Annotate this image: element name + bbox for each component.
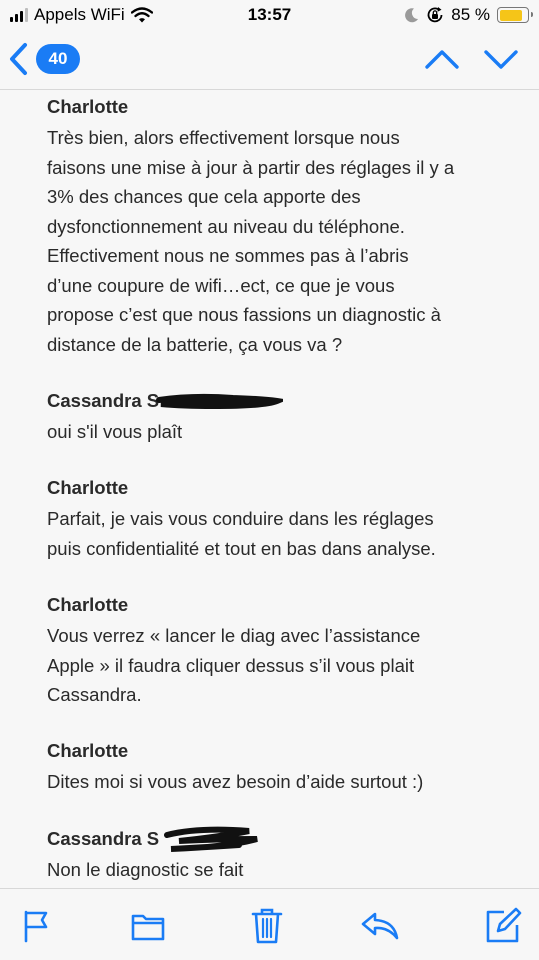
flag-icon[interactable] — [22, 909, 52, 943]
message-item — [47, 594, 517, 710]
compose-icon[interactable] — [484, 907, 522, 945]
orientation-lock-icon — [426, 6, 444, 24]
status-right — [405, 5, 529, 25]
folder-icon[interactable] — [130, 909, 166, 943]
message-text: Parfait, je vais vous conduire dans les réglages puis confidentialité et tout en bas dans analyse. — [47, 508, 436, 559]
message-sender: Charlotte — [47, 96, 129, 117]
redaction-scribble — [159, 825, 269, 855]
battery-percent: 85 % — [451, 5, 490, 24]
message-item — [47, 477, 517, 563]
message-sender — [47, 390, 159, 412]
carrier-label: Appels WiFi — [34, 5, 125, 24]
status-time: 13:57 — [247, 5, 292, 24]
message-sender: Charlotte — [47, 477, 129, 498]
nav-bar — [0, 32, 539, 90]
chevron-down-icon[interactable] — [483, 44, 519, 74]
message-sender — [47, 828, 159, 850]
reply-icon[interactable] — [360, 911, 400, 941]
trash-icon[interactable] — [250, 907, 284, 945]
message-text: Vous verrez « lancer le diag avec l’assistance Apple » il faudra cliquer dessus s’il vous plait Cassandra. — [47, 625, 421, 705]
message-text: Très bien, alors effectivement lorsque nous faisons une mise à jour à partir des réglages il y a 3% des chances que cela apporte des dysfonctionnement au niveau du téléphone. Effectivement nous ne sommes pas à l’abris d’une coupure de wifi…ect, ce que je vous propose c’est que nous fassions un diagnostic à distance de la batterie, ça vous va ? — [47, 127, 455, 355]
moon-icon — [405, 7, 419, 23]
message-sender: Charlotte — [47, 594, 129, 615]
message-body[interactable] — [0, 91, 539, 888]
message-item — [47, 828, 517, 885]
unread-count-badge: 40 — [36, 44, 80, 74]
bottom-toolbar — [0, 888, 539, 960]
message-item — [47, 96, 517, 359]
message-sender-name: Cassandra S — [47, 828, 160, 849]
status-bar — [0, 0, 539, 32]
back-button[interactable] — [8, 42, 80, 76]
redaction-scribble — [153, 391, 283, 413]
battery-icon — [497, 7, 529, 23]
chevron-left-icon — [8, 42, 30, 76]
message-sender: Charlotte — [47, 740, 129, 761]
chevron-up-icon[interactable] — [424, 44, 460, 74]
message-item — [47, 740, 517, 797]
message-text: oui s'il vous plaît — [47, 421, 183, 442]
message-text: Non le diagnostic se fait — [47, 859, 244, 880]
message-sender-name: Cassandra S — [47, 390, 160, 411]
message-item — [47, 390, 517, 447]
message-text: Dites moi si vous avez besoin d’aide surtout :) — [47, 771, 424, 792]
